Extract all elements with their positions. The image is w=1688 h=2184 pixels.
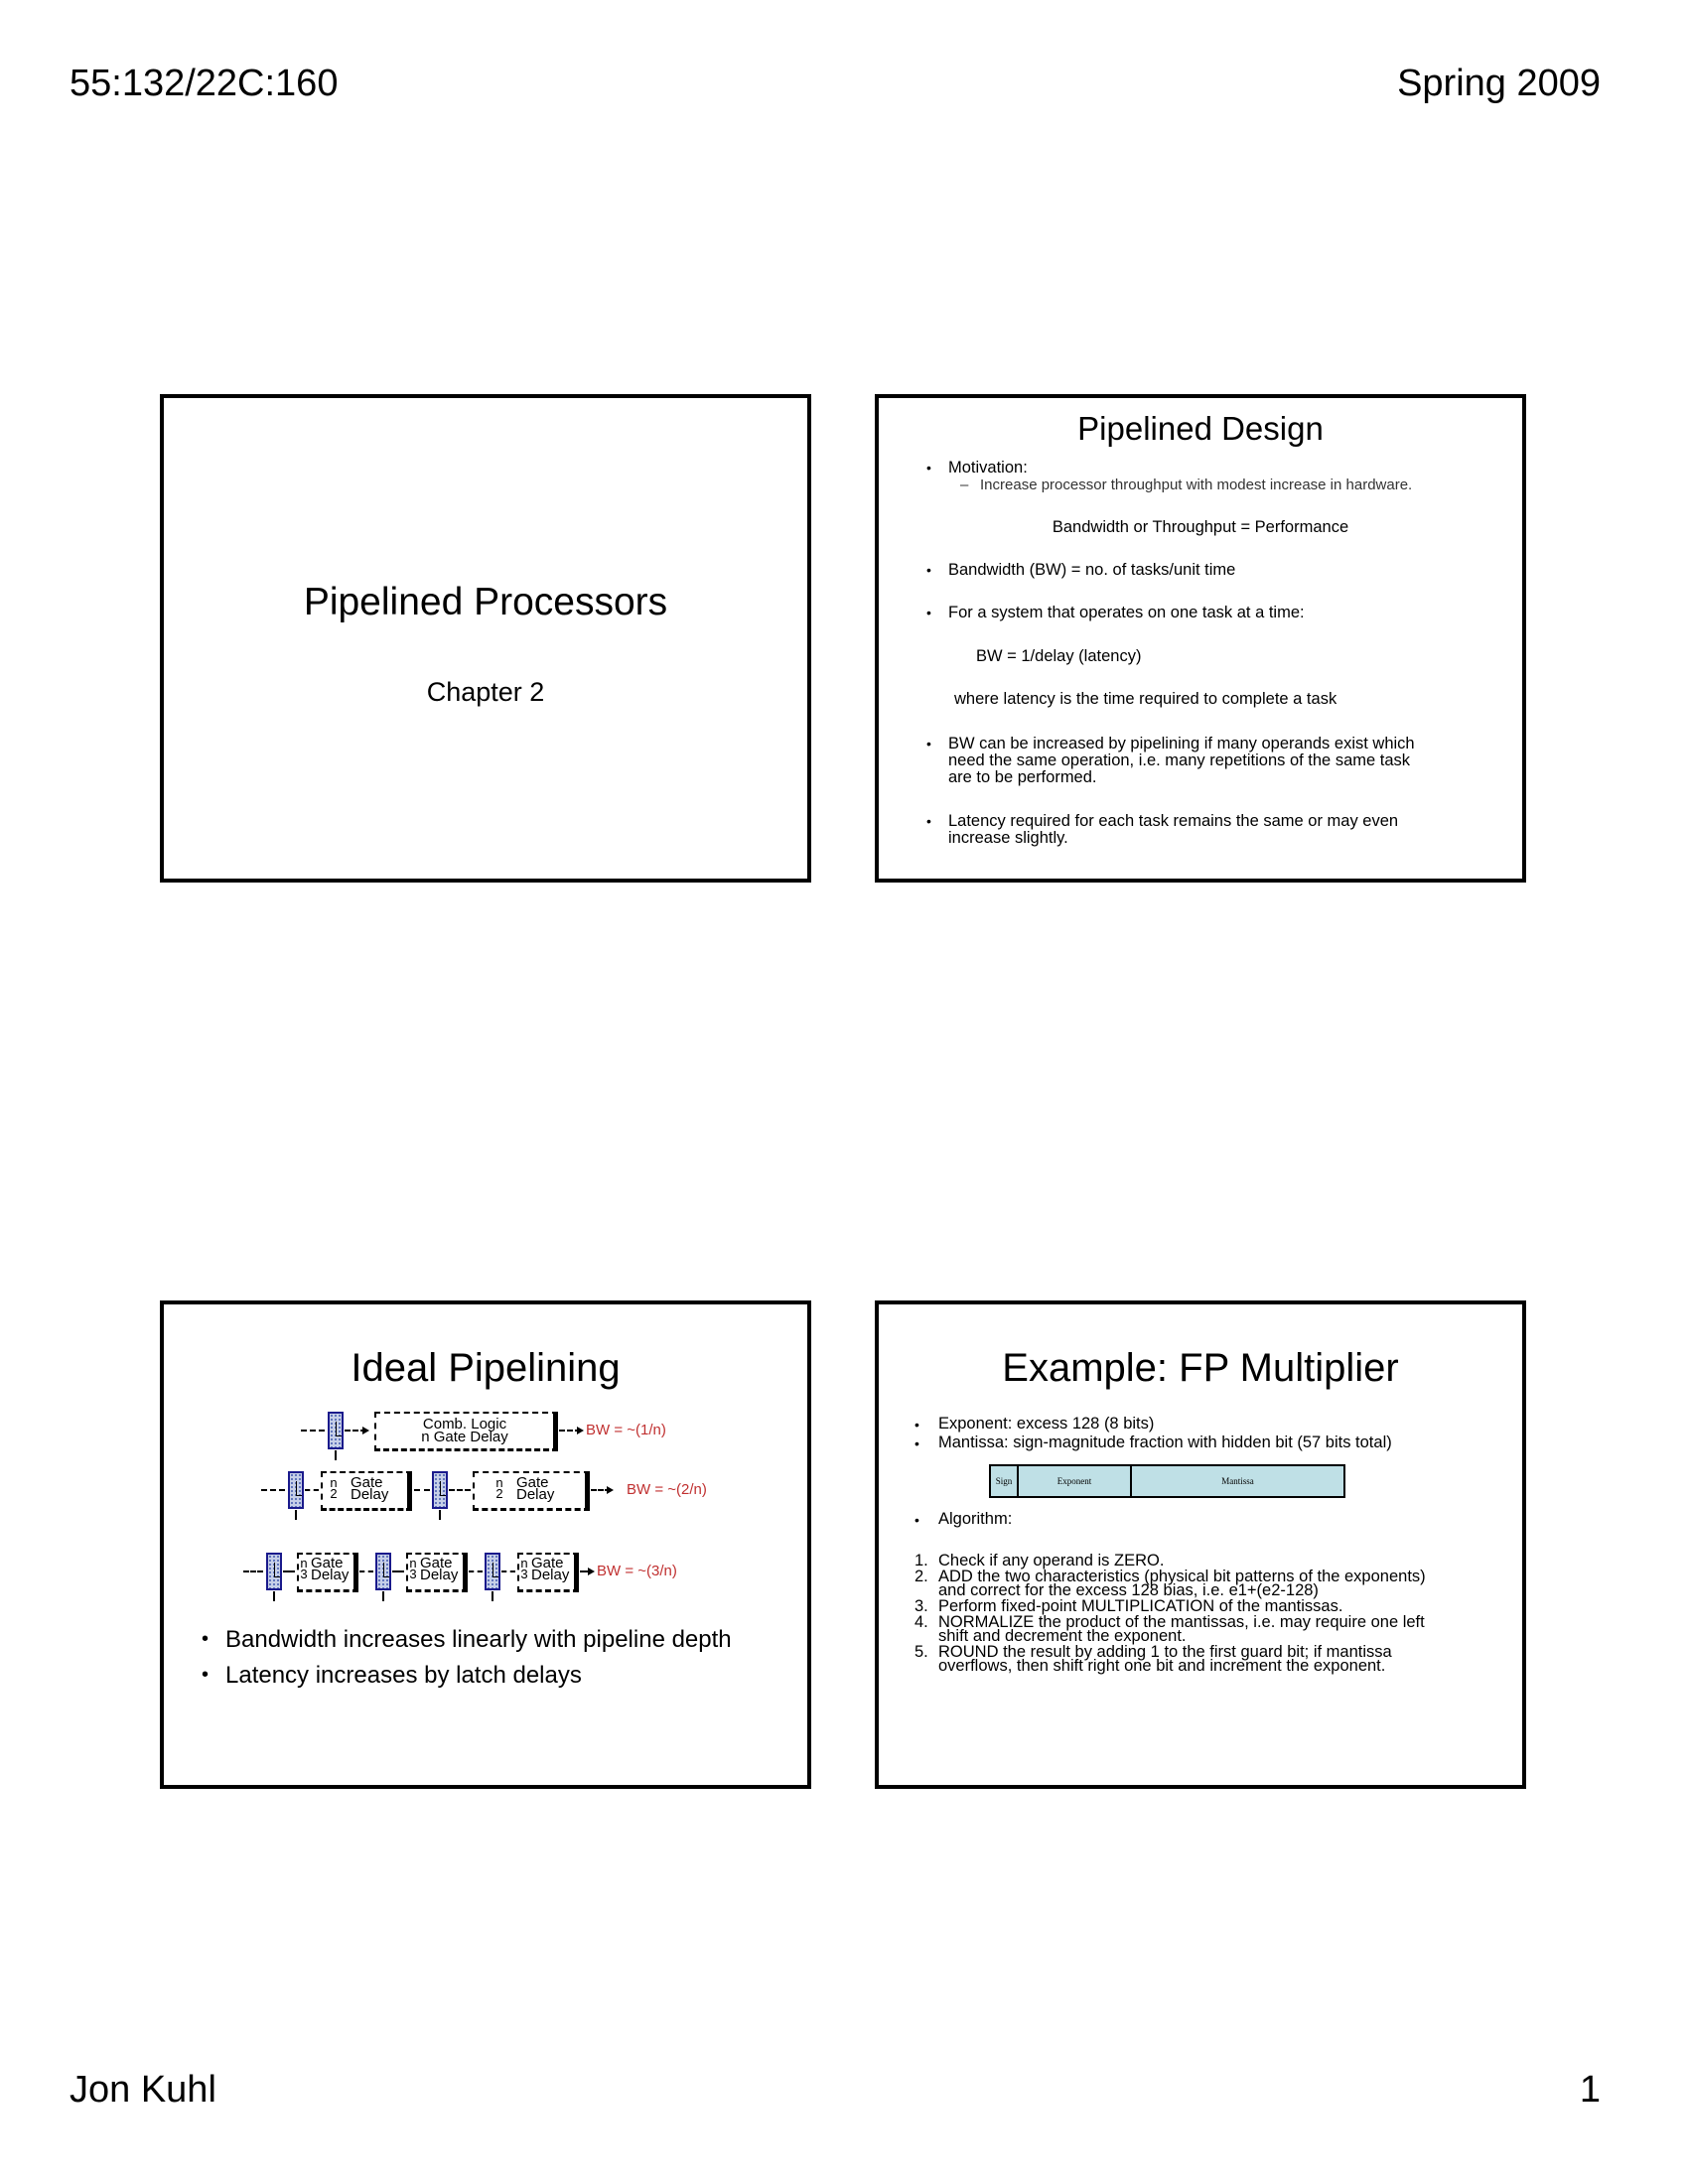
author: Jon Kuhl bbox=[70, 2069, 216, 2111]
arrow-icon bbox=[607, 1486, 614, 1494]
step-text: and correct for the excess 128 bias, i.e. e1+(e2-128) bbox=[938, 1581, 1319, 1599]
exponent-field: Exponent bbox=[1019, 1466, 1132, 1496]
exponent-bullet: Exponent: excess 128 (8 bits) bbox=[938, 1415, 1155, 1433]
mantissa-bullet: Mantissa: sign-magnitude fraction with hidden bit (57 bits total) bbox=[938, 1433, 1392, 1451]
bandwidth-bullet: Bandwidth increases linearly with pipeline depth bbox=[225, 1626, 732, 1653]
step-text: NORMALIZE the product of the mantissas, i.e. may require one left bbox=[938, 1613, 1425, 1631]
bullet-icon: • bbox=[914, 1417, 919, 1433]
bullet-icon: • bbox=[926, 562, 931, 578]
latch-icon bbox=[485, 1553, 500, 1590]
slide-ideal-pipelining bbox=[160, 1300, 811, 1789]
performance-equation: Bandwidth or Throughput = Performance bbox=[1052, 518, 1349, 536]
algorithm-label: Algorithm: bbox=[938, 1510, 1013, 1528]
pipelining-line-2: need the same operation, i.e. many repetitions of the same task bbox=[948, 751, 1411, 769]
box-label: Comb. Logic bbox=[422, 1416, 507, 1433]
step-number: 3. bbox=[914, 1597, 928, 1615]
step-number: 5. bbox=[914, 1643, 928, 1661]
bw-label-2: BW = ~(2/n) bbox=[627, 1481, 707, 1498]
slide-title-heading: Pipelined Processors bbox=[303, 581, 668, 623]
slide-heading: Example: FP Multiplier bbox=[1002, 1346, 1399, 1390]
latch-icon bbox=[288, 1471, 304, 1509]
sub-dash: – bbox=[960, 477, 969, 493]
step-text: shift and decrement the exponent. bbox=[938, 1627, 1187, 1645]
bw-label-1: BW = ~(1/n) bbox=[586, 1422, 666, 1438]
half-delay-box: n 2 Gate Delay bbox=[473, 1471, 590, 1511]
step-text: overflows, then shift right one bit and increment the exponent. bbox=[938, 1657, 1386, 1675]
latency-line-1: Latency required for each task remains the same or may even bbox=[948, 812, 1399, 830]
bullet-icon: • bbox=[926, 736, 931, 751]
motivation-sub: Increase processor throughput with modest increase in hardware. bbox=[980, 477, 1413, 493]
slide-title bbox=[160, 394, 811, 883]
latch-icon bbox=[432, 1471, 448, 1509]
half-delay-box: n 2 Gate Delay bbox=[321, 1471, 412, 1511]
mantissa-field: Mantissa bbox=[1221, 1476, 1254, 1486]
bw-definition: Bandwidth (BW) = no. of tasks/unit time bbox=[948, 561, 1236, 579]
step-number: 1. bbox=[914, 1552, 928, 1570]
bullet-icon: • bbox=[914, 1435, 919, 1451]
latch-icon bbox=[375, 1553, 391, 1590]
slide-heading: Ideal Pipelining bbox=[351, 1346, 621, 1390]
latch-icon bbox=[328, 1412, 344, 1449]
third-delay-box: n 3 Gate Delay bbox=[517, 1553, 579, 1592]
slide-heading: Pipelined Design bbox=[1077, 410, 1324, 447]
bullet-icon: • bbox=[914, 1512, 919, 1528]
bullet-icon: • bbox=[926, 813, 931, 829]
bw-formula: BW = 1/delay (latency) bbox=[976, 647, 1142, 665]
step-text: ADD the two characteristics (physical bit patterns of the exponents) bbox=[938, 1568, 1426, 1585]
step-number: 4. bbox=[914, 1613, 928, 1631]
pipelining-line-1: BW can be increased by pipelining if many operands exist which bbox=[948, 735, 1415, 752]
sign-field: Sign bbox=[991, 1466, 1019, 1496]
slide-pipelined-design bbox=[875, 394, 1526, 883]
arrow-icon bbox=[588, 1568, 595, 1575]
latency-bullet: Latency increases by latch delays bbox=[225, 1662, 582, 1689]
box-label: n Gate Delay bbox=[421, 1429, 508, 1445]
page-number: 1 bbox=[1579, 2069, 1601, 2111]
slide-subtitle: Chapter 2 bbox=[426, 677, 545, 707]
term: Spring 2009 bbox=[1397, 63, 1601, 104]
latency-line-2: increase slightly. bbox=[948, 829, 1068, 847]
step-text: Perform fixed-point MULTIPLICATION of the mantissas. bbox=[938, 1597, 1343, 1615]
motivation-label: Motivation: bbox=[948, 459, 1028, 477]
arrow-icon bbox=[577, 1427, 584, 1434]
single-task-system: For a system that operates on one task at a time: bbox=[948, 604, 1305, 621]
bullet-icon: • bbox=[202, 1664, 210, 1686]
comb-logic-box bbox=[374, 1412, 558, 1451]
course-number: 55:132/22C:160 bbox=[70, 63, 339, 104]
fp-format-diagram bbox=[989, 1464, 1345, 1498]
third-delay-box: n 3 Gate Delay bbox=[406, 1553, 468, 1592]
pipelining-line-3: are to be performed. bbox=[948, 768, 1097, 786]
arrow-icon bbox=[362, 1427, 369, 1434]
third-delay-box: n 3 Gate Delay bbox=[297, 1553, 358, 1592]
latch-icon bbox=[266, 1553, 282, 1590]
step-text: Check if any operand is ZERO. bbox=[938, 1552, 1165, 1570]
bw-label-3: BW = ~(3/n) bbox=[597, 1563, 677, 1579]
latency-definition: where latency is the time required to complete a task bbox=[954, 690, 1337, 708]
step-text: ROUND the result by adding 1 to the first guard bit; if mantissa bbox=[938, 1643, 1392, 1661]
bullet-icon: • bbox=[202, 1628, 210, 1650]
step-number: 2. bbox=[914, 1568, 928, 1585]
slide-fp-multiplier bbox=[875, 1300, 1526, 1789]
bullet-icon: • bbox=[926, 460, 931, 476]
bullet-icon: • bbox=[926, 605, 931, 620]
